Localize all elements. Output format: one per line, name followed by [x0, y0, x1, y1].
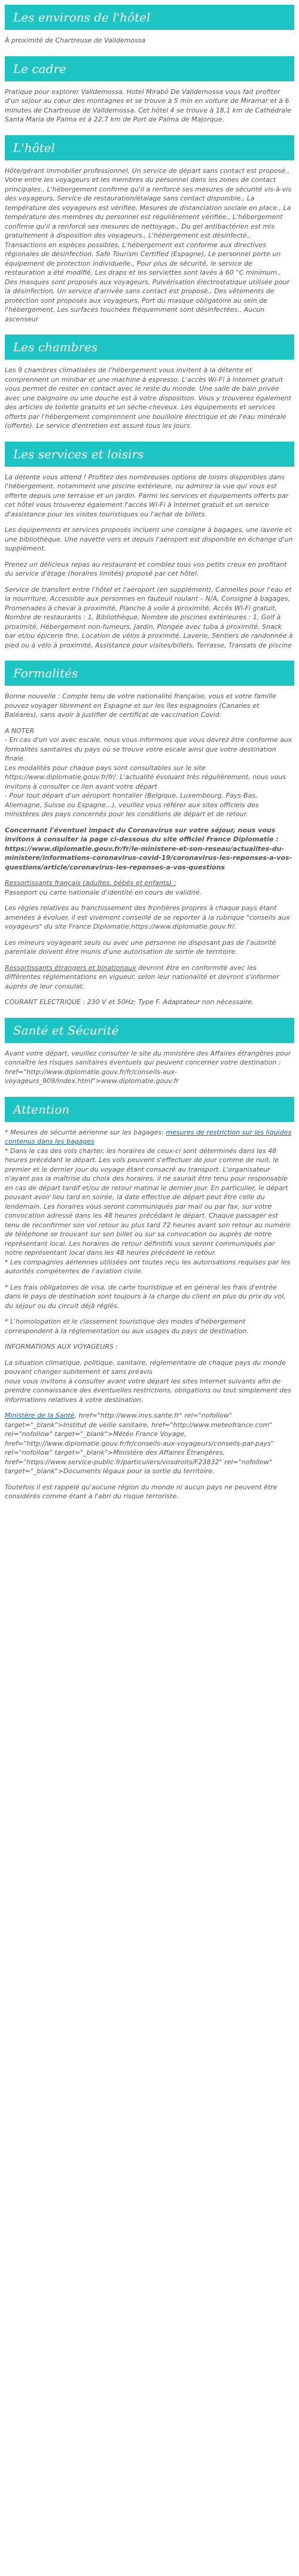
formalites-courant: COURANT ELECTRIQUE : 230 V et 50Hz; Type F. Adaptateur non nécessaire.: [5, 998, 254, 1006]
section-formalites: [5, 661, 294, 1007]
sante-text: Avant votre départ, veuillez consulter le site du ministère des Affaires étrangères pour connaître les risques sanitaires éventuels qui peuvent concerner votre destination : href="http://www.diplomatie.gouv.fr/fr/conseils-aux-voyageurs_909/index.html">www.diplomatie.gouv.fr: [5, 1049, 291, 1085]
formalites-etrangers: [5, 963, 294, 992]
ministere-sante-link[interactable]: Ministère de la Santé: [5, 1412, 75, 1419]
liquides-restriction-link[interactable]: mesures de restriction sur les liquides contenus dans les bagages: [5, 1128, 292, 1145]
services-text-2: Les équipements et services proposés incluent une consigne à bagages, une laverie et une bibliothèque. Une navette vers et depuis l'aéroport est disponible en échange d'un supplément.: [5, 526, 293, 552]
attention-text-1: [5, 1128, 294, 1276]
etrangers-text: devront être en conformité avec les différentes réglementations en vigueur, selon leur nationalité et devront s'informer auprès de leur consulat.: [5, 963, 279, 990]
formalites-mineurs: Les mineurs voyageant seuls ou avec une personne ne disposant pas de l'autorité parentale doivent être munis d'une autorisation de sortie de territoire.: [5, 938, 276, 956]
services-text-4: Service de transfert entre l'hôtel et l'aéroport (en supplément), Cannelles pour l'eau et la nourriture, Accessible aux personnes en fauteuil roulant – N/A, Consigne à bagages, Promenades à cheval à proximité, Planche à voile à proximité, Accès Wi-Fi gratuit, Nombre de restaurants : 1, Bibliothèque, Nombre de piscines extérieures : 1, Golf à proximité, Hébergement non-fumeurs, Jardin, Plongée avec tuba à proximité, Snack bar et/ou épicerie fine, Location de vélos à proximité, Laverie, Sentiers de randonnée à pied ou à vélo à proximité, Assistance pour visites/billets, Terrasse, Transats de piscine: [5, 585, 293, 649]
section-hotel: [5, 135, 294, 324]
section-title-cadre: Le cadre: [5, 56, 294, 81]
page: [0, 5, 299, 1518]
attention-text-2: * Les frais obligatoires de visa, de carte touristique et en général les frais d'entrée dans le pays de destination sont toujours à la charge du client en plus du prix du vol, du séjour ou du circuit déjà réglés.: [5, 1283, 286, 1310]
attention-text-7: Toutefois il est rappelé qu'aucune région du monde ni aucun pays ne peuvent être considérés comme étant à l'abri du risque terroriste.: [5, 1483, 277, 1500]
formalites-ressortissants: [5, 878, 294, 897]
etrangers-heading: Ressortissants étrangers et binationaux: [5, 963, 136, 972]
chambres-text: Les 9 chambres climatisées de l'hébergement vous invitent à la détente et comprennent un minibar et une machine à espresso. L'accès Wi-Fi à Internet gratuit vous permet de rester en contact avec le reste du monde. Une salle de bain privée avec une baignoire ou une douche est à votre disposition. Vous y trouverez également des articles de toilette gratuits et un sèche-cheveux. Les équipements et services offerts par l'hébergement comprennent une bouilloire électrique et de l'eau minérale (offerte). Le service d'entretien est assuré tous les jours.: [5, 366, 291, 430]
formalites-text-1: Bonne nouvelle : Compte tenu de votre nationalité française, vous et votre famille pouvez voyager librement en Espagne et sur les îles espagnoles (Canaries et Baléares), sans avoir à justifier de certificat de vaccination Covid.: [5, 692, 277, 719]
formalites-regles: Les règles relatives au franchissement des frontières propres à chaque pays étant amenées à évoluer, il est vivement conseillé de se reporter à la rubrique "conseils aux voyageurs" du site France Diplomatie,https://www.diplomatie.gouv.fr/.: [5, 904, 290, 930]
section-title-services: Les services et loisirs: [5, 442, 294, 467]
services-text-1: La détente vous attend ! Profitez des nombreuses options de loisirs disponibles dans l'hébergement, notamment une piscine extérieure, ou admirez la vue qui vous est offerte depuis une terrasse et un jardin. Parmi les services et équipements offerts par cet hôtel vous trouverez également l'accès Wi-Fi à Internet gratuit et un service d'assistance pour les visites touristiques ou l'achat de billets.: [5, 473, 289, 518]
section-title-hotel: L'hôtel: [5, 135, 294, 160]
attention-horaires: * Dans le cas des vols charter, les horaires de ceux-ci sont déterminés dans les 48 heures précédant le départ. Les vols peuvent s'effectuer de jour comme de nuit, le premier et le dernier jour du voyage étant consacré au transport. L'organisateur n'ayant pas la maîtrise du choix des horaires, il ne saurait être tenu pour responsable en cas de départ tardif et/ou de retour matinal le dernier jour. En particulier, le départ pouvant avoir lieu tard en soirée, la date effective de départ peut être celle du lendemain. Les horaires vous seront communiqués par mail ou par fax, sur votre convocation adressé dans les 48 heures précédant le départ. Chaque passager est tenu de reconfirmer son vol retour au plus tard 72 heures avant son retour au numéro de téléphone se trouvant sur son billet ou sur sa convocation ou auprès de notre représentant local. Les horaires de retour définitifs vous seront communiqués par notre représentant local dans les 48 heures précédent le retour. * Les compagnies aériennes utilisées ont toutes reçu les autorisations requises par les autorités compétentes de l'aviation civile.: [5, 1146, 291, 1275]
attention-bagages-intro: * Mesures de sécurité aérienne sur les bagages:: [5, 1128, 166, 1136]
attention-links: [5, 1411, 294, 1476]
section-title-chambres: Les chambres: [5, 334, 294, 360]
ressortissants-heading: Ressortissants français (adultes, bébés et enfants) :: [5, 879, 176, 887]
attention-info-heading: INFORMATIONS AUX VOYAGEURS :: [5, 1343, 118, 1351]
section-sante: [5, 1018, 294, 1086]
section-environs: [5, 5, 294, 45]
section-title-formalites: Formalités: [5, 661, 294, 686]
formalites-coronavirus: Concernant l'éventuel impact du Coronavirus sur votre séjour, nous vous invitons à consulter la page ci-dessous du site officiel France Diplomatie : https://www.diplomatie.gouv.fr/fr/le-ministere-et-son-reseau/actualites-du-ministere/informations-coronavirus-covid-19/coronavirus-les-reponses-a-vos-questions/article/coronavirus-les-reponses-a-vos-questions: [5, 826, 292, 871]
attention-links-text: , href="http://www.invs.sante.fr" rel="nofollow" target="_blank">Institut de veille sanitaire, href="http://www.meteofrance.com" rel="nofollow" target="_blank">Météo France Voyage, href="http://www.diplomatie.gouv.fr/fr/conseils-aux-voyageurs/conseils-par-pays" rel="nofollow" target="_blank">Ministère des Affaires Étrangères, href="https://www.service-public.fr/particuliers/vosdroits/F23832" rel="nofollow" target="_blank">Documents légaux pour la sortie du territoire.: [5, 1412, 274, 1475]
section-cadre: [5, 56, 294, 124]
section-chambres: [5, 334, 294, 431]
attention-text-3: * L'homologation et le classement touristique des modes d'hébergement correspondent à la réglementation ou aux usages du pays de destination.: [5, 1318, 249, 1335]
section-title-sante: Santé et Sécurité: [5, 1018, 294, 1043]
environs-text: À proximité de Chartreuse de Valldemossa: [5, 37, 146, 44]
hotel-text: Hôte/gérant immobilier professionnel, Un service de départ sans contact est proposé., Votre entre les voyageurs et les membres du personnel dans les zones de contact principales., L'hébergement confirme qu'il a renforcé ses mesures de sécurité vis-à-vis des voyageurs, Service de restauration/étalage sans contact disponible., La température des voyageurs est vérifiée, Mesures de distanciation sociale en place., La température des membres du personnel est régulièrement vérifiée., L'hébergement confirme qu'il a renforcé ses mesures de nettoyage., Du gel antibactérien est mis gratuitement à disposition des voyageurs., L'hébergement est désinfecté., Transactions en espèces possibles, L'hébergement est conforme aux directives régionales de désinfection. Safe Tourism Certified (Espagne), Le personnel porte un équipement de protection individuelle., Pour plus de sécurité, le service de restauration a été modifié, Les draps et les serviettes sont lavés à 60 °C minimum., Des masques sont proposés aux voyageurs, Pulvérisation électrostatique utilisée pour la désinfection, Un service d'arrivée sans contact est proposé., Des vêtements de protection sont proposés aux voyageurs, Port du masque obligatoire au sein de l'hébergement, Les surfaces touchées fréquemment sont désinfectées., Aucun ascenseur: [5, 166, 292, 323]
section-attention: [5, 1097, 294, 1501]
section-title-environs: Les environs de l'hôtel: [5, 5, 294, 30]
cadre-text: Pratique pour explorer Valldemossa, Hotel Mirabó De Valldemossa vous fait profiter d'un séjour au cœur des montagnes et se trouve à 5 min en voiture de Miramar et à 6 minutes de Chartreuse de Valldemossa. Cet hôtel 4 se trouve à 18,1 km de Cathédrale Santa Maria de Palma et à 22,7 km de Port de Palma de Majorque.: [5, 87, 292, 123]
section-title-attention: Attention: [5, 1097, 294, 1122]
services-text-3: Prenez un délicieux repas au restaurant et comblez tous vos petits creux en profitant du service d'étage (horaires limités) proposé par cet hôtel.: [5, 560, 287, 577]
formalites-note: A NOTER - En cas d'un vol avec escale, nous vous informons que vous devrez être conforme aux formalités sanitaires du pays où se trouve votre escale ainsi que votre destination finale. Les modalités pour chaque pays sont consultables sur le site https://www.diplomatie.gouv.fr/fr/. L'actualité évoluant très régulièrement, nous vous invitons à consulter ce lien avant votre départ - Pour tout départ d'un aéroport frontalier (Belgique, Luxembourg, Pays-Bas, Allemagne, Suisse ou Espagne...), veuillez vous référer aux sites officiels des ministères des pays concernés pour les conditions de départ et de retour.: [5, 726, 292, 818]
section-services: [5, 442, 294, 650]
ressortissants-docs: Passeport ou carte nationale d'identité en cours de validité.: [5, 888, 202, 896]
attention-text-5: La situation climatique, politique, sanitaire, réglementaire de chaque pays du monde pouvant changer subitement et sans préavis nous vous invitons à consulter avant votre départ les sites Internet suivants afin de prendre connaissance des éventuelles restrictions, obligations ou tout simplement des informations relatives à votre destination.: [5, 1358, 291, 1404]
